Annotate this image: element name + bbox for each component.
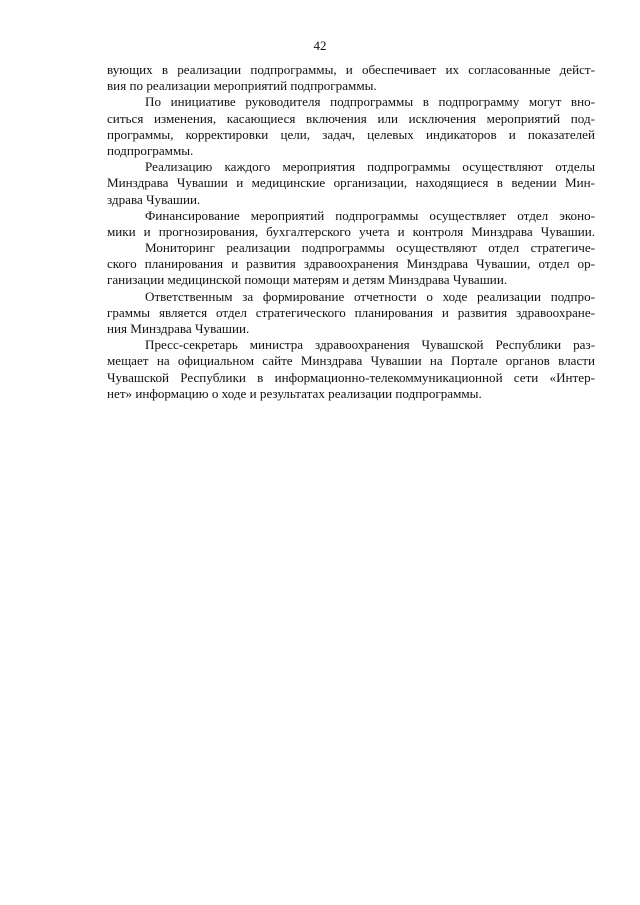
text-line: ния Минздрава Чувашии. [107,321,250,336]
text-line: здрава Чувашии. [107,191,201,207]
text-line: ситься изменения, касающиеся включения или исключения мероприятий под- [107,110,595,126]
paragraph [107,208,595,240]
text-line: граммы является отдел стратегического планирования и развития здравоохране- [107,304,595,320]
text-line: Пресс-секретарь министра здравоохранения Чувашской Республики раз- [145,337,595,353]
text-line: программы, корректировки цели, задач, целевых индикаторов и показателей [107,126,595,142]
text-line: Финансирование мероприятий подпрограммы осуществляет отдел эконо- [145,207,595,223]
text-line: ганизации медицинской помощи матерям и детям Минздрава Чувашии. [107,272,508,288]
paragraph [107,289,595,338]
text-line: Мониторинг реализации подпрограммы осуществляют отдел стратегиче- [145,240,595,256]
text-line: нет» информацию о ходе и результатах реализации подпрограммы. [107,385,482,401]
paragraph [107,240,595,289]
text-line: Ответственным за формирование отчетности о ходе реализации подпро- [145,288,595,304]
text-line: мики и прогнозирования, бухгалтерского учета и контроля Минздрава Чувашии. [107,223,595,239]
text-line: По инициативе руководителя подпрограммы в подпрограмму могут вно- [145,94,595,110]
paragraph [107,159,595,208]
text-line: вия по реализации мероприятий подпрограммы. [107,78,377,94]
text-line: Реализацию каждого мероприятия подпрограммы осуществляют отделы [145,159,595,175]
text-line: Минздрава Чувашии и медицинские организации, находящиеся в ведении Мин- [107,175,595,191]
paragraph [107,94,595,159]
text-line: подпрограммы. [107,142,194,158]
text-line: Чувашской Республики в информационно-телекоммуникационной сети «Интер- [107,369,595,385]
body-text [107,62,595,402]
page-number: 42 [313,38,327,53]
paragraph [107,337,595,402]
text-line: мещает на официальном сайте Минздрава Чувашии на Портале органов власти [107,353,595,369]
paragraph [107,62,595,94]
text-line: ского планирования и развития здравоохранения Минздрава Чувашии, отдел ор- [107,256,595,272]
text-line: вующих в реализации подпрограммы, и обеспечивает их согласованные дейст- [107,62,595,77]
